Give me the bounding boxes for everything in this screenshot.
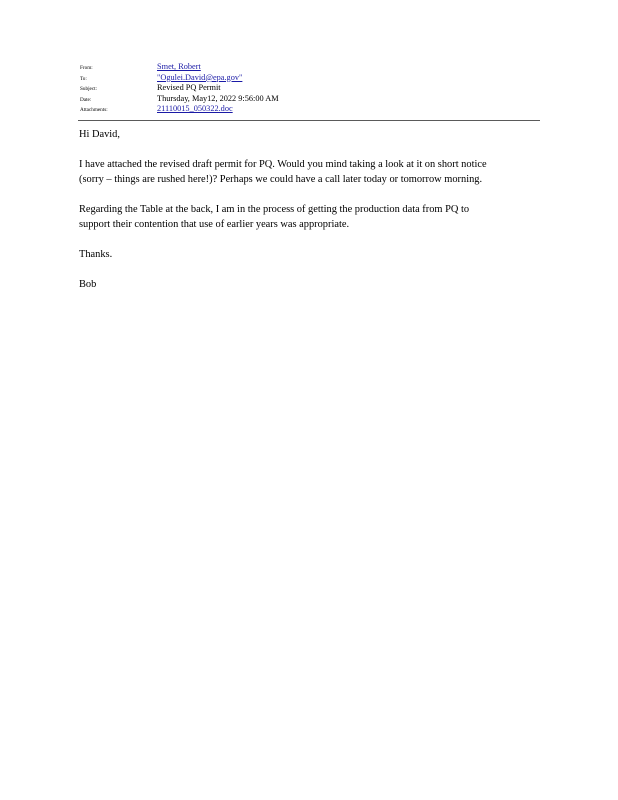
to-row (80, 73, 540, 84)
attachment-link[interactable]: 21110015_050322.doc (157, 104, 233, 114)
date-label: Date: (80, 96, 92, 103)
date-value: Thursday, May12, 2022 9:56:00 AM (157, 93, 279, 103)
email-body (79, 127, 549, 307)
to-link[interactable]: "Ogulei.David@epa.gov" (157, 72, 243, 82)
paragraph-2-line-1: Regarding the Table at the back, I am in the process of getting the production data from PQ to (79, 204, 470, 215)
from-label: From: (80, 65, 93, 71)
signature: Bob (79, 279, 97, 290)
email-header (80, 62, 540, 115)
attachments-row (80, 104, 540, 115)
paragraph-2 (79, 202, 549, 232)
date-row (80, 94, 540, 105)
attachments-label: Attachments: (80, 107, 108, 114)
header-divider (78, 120, 540, 121)
from-link[interactable]: Smet, Robert (157, 62, 201, 71)
paragraph-2-line-2: support their contention that use of earlier years was appropriate. (79, 219, 350, 230)
subject-label: Subject: (80, 86, 98, 93)
paragraph-1-line-2: (sorry – things are rushed here!)? Perhaps we could have a call later today or tomorrow morning. (79, 174, 483, 185)
closing: Thanks. (79, 249, 113, 260)
paragraph-1-line-1: I have attached the revised draft permit for PQ. Would you mind taking a look at it on short notice (79, 159, 487, 170)
to-label: To: (80, 75, 87, 82)
paragraph-1 (79, 157, 549, 187)
greeting: Hi David, (79, 129, 120, 140)
subject-value: Revised PQ Permit (157, 83, 221, 93)
subject-row (80, 83, 540, 94)
from-row (80, 62, 540, 73)
